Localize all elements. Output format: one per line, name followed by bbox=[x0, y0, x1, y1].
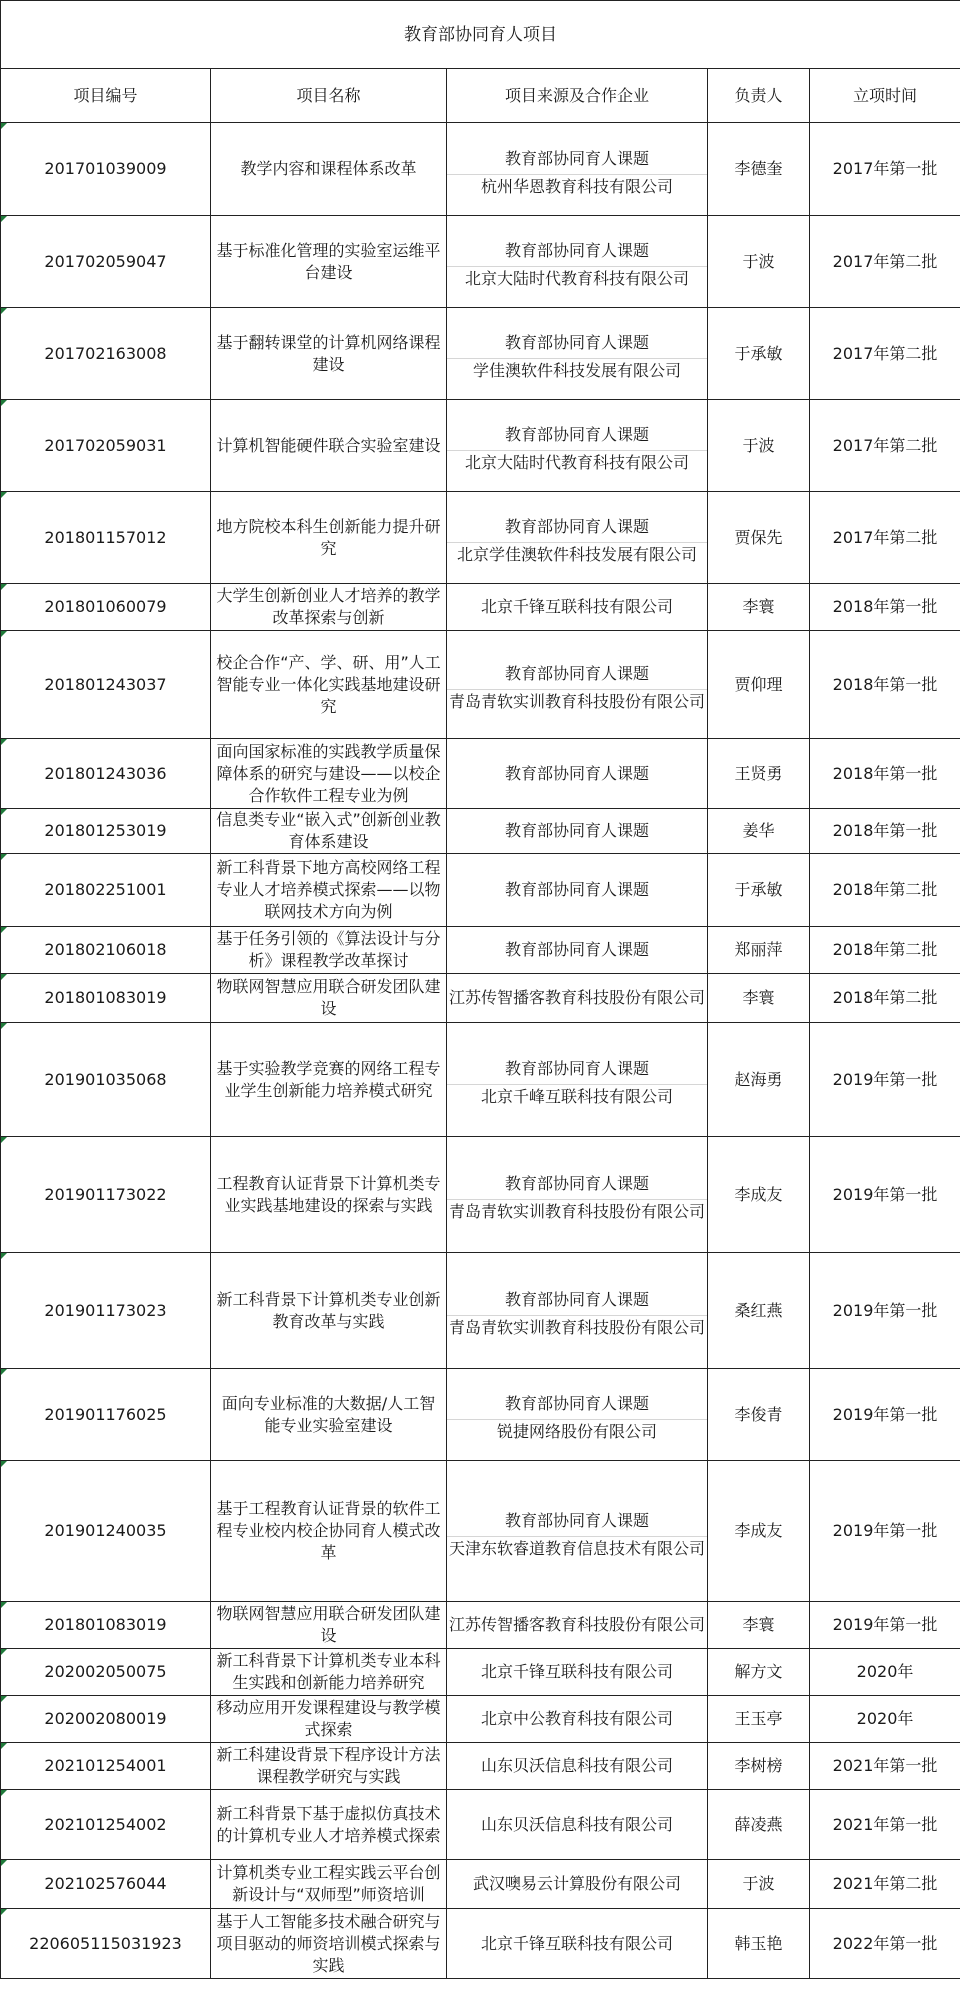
project-source: 北京中公教育科技有限公司 bbox=[447, 1696, 708, 1743]
project-source: 教育部协同育人课题 bbox=[504, 1510, 649, 1530]
project-source: 教育部协同育人课题 bbox=[504, 241, 649, 260]
project-name: 大学生创新创业人才培养的教学改革探索与创新 bbox=[211, 584, 447, 631]
project-source-cell bbox=[447, 400, 708, 492]
approval-time: 2019年第一批 bbox=[810, 1602, 960, 1649]
project-name: 物联网智慧应用联合研发团队建设 bbox=[211, 974, 447, 1023]
partner-company: 学佳澳软件科技发展有限公司 bbox=[447, 358, 707, 381]
project-leader: 李俊青 bbox=[708, 1369, 810, 1461]
header-name: 项目名称 bbox=[211, 69, 447, 123]
partner-company: 锐捷网络股份有限公司 bbox=[447, 1419, 707, 1442]
project-leader: 贾保先 bbox=[708, 492, 810, 584]
project-name: 新工科背景下基于虚拟仿真技术的计算机专业人才培养模式探索 bbox=[211, 1790, 447, 1860]
project-leader: 桑红燕 bbox=[708, 1253, 810, 1369]
table-row bbox=[1, 927, 960, 974]
approval-time: 2017年第一批 bbox=[810, 123, 960, 216]
project-source-cell bbox=[447, 123, 708, 216]
header-leader: 负责人 bbox=[708, 69, 810, 123]
project-source: 教育部协同育人课题 bbox=[504, 1059, 649, 1078]
partner-company: 北京千峰互联科技有限公司 bbox=[447, 1084, 707, 1107]
project-source: 教育部协同育人课题 bbox=[504, 333, 649, 352]
project-source-cell bbox=[447, 1253, 708, 1369]
table-row bbox=[1, 1909, 960, 1979]
project-name: 新工科背景下计算机类专业本科生实践和创新能力培养研究 bbox=[211, 1649, 447, 1696]
approval-time: 2021年第一批 bbox=[810, 1790, 960, 1860]
project-id: 201901240035 bbox=[1, 1461, 211, 1602]
project-leader: 于波 bbox=[708, 1860, 810, 1909]
header-time: 立项时间 bbox=[810, 69, 960, 123]
project-name: 信息类专业“嵌入式”创新创业教育体系建设 bbox=[211, 809, 447, 854]
project-id: 201801060079 bbox=[1, 584, 211, 631]
project-leader: 李寰 bbox=[708, 584, 810, 631]
project-leader: 贾仰理 bbox=[708, 631, 810, 739]
approval-time: 2018年第二批 bbox=[810, 854, 960, 927]
approval-time: 2019年第一批 bbox=[810, 1023, 960, 1137]
project-name: 新工科背景下计算机类专业创新教育改革与实践 bbox=[211, 1253, 447, 1369]
project-id: 201802251001 bbox=[1, 854, 211, 927]
table-row bbox=[1, 1602, 960, 1649]
table-row bbox=[1, 1369, 960, 1461]
project-source: 教育部协同育人课题 bbox=[447, 927, 708, 974]
project-source-cell bbox=[447, 1023, 708, 1137]
project-source: 教育部协同育人课题 bbox=[447, 809, 708, 854]
partner-company: 青岛青软实训教育科技股份有限公司 bbox=[447, 1199, 707, 1222]
project-id: 201801243037 bbox=[1, 631, 211, 739]
project-source-cell bbox=[447, 631, 708, 739]
header-row bbox=[1, 69, 960, 123]
project-leader: 李德奎 bbox=[708, 123, 810, 216]
project-source: 北京千锋互联科技有限公司 bbox=[447, 584, 708, 631]
approval-time: 2019年第一批 bbox=[810, 1137, 960, 1253]
approval-time: 2022年第一批 bbox=[810, 1909, 960, 1979]
partner-company: 天津东软睿道教育信息技术有限公司 bbox=[447, 1536, 707, 1559]
project-leader: 薛凌燕 bbox=[708, 1790, 810, 1860]
project-id: 220605115031923 bbox=[1, 1909, 211, 1979]
project-leader: 王贤勇 bbox=[708, 739, 810, 809]
table-row bbox=[1, 1790, 960, 1860]
approval-time: 2021年第一批 bbox=[810, 1743, 960, 1790]
table-row bbox=[1, 492, 960, 584]
project-name: 校企合作“产、学、研、用”人工智能专业一体化实践基地建设研究 bbox=[211, 631, 447, 739]
table-row bbox=[1, 739, 960, 809]
project-source: 北京千锋互联科技有限公司 bbox=[447, 1649, 708, 1696]
project-leader: 李寰 bbox=[708, 974, 810, 1023]
table-row bbox=[1, 809, 960, 854]
approval-time: 2018年第一批 bbox=[810, 739, 960, 809]
approval-time: 2021年第二批 bbox=[810, 1860, 960, 1909]
project-source: 教育部协同育人课题 bbox=[447, 739, 708, 809]
project-id: 201901173023 bbox=[1, 1253, 211, 1369]
header-source: 项目来源及合作企业 bbox=[447, 69, 708, 123]
project-name: 基于任务引领的《算法设计与分析》课程教学改革探讨 bbox=[211, 927, 447, 974]
approval-time: 2020年 bbox=[810, 1696, 960, 1743]
project-source: 教育部协同育人课题 bbox=[504, 148, 649, 168]
project-name: 计算机智能硬件联合实验室建设 bbox=[211, 400, 447, 492]
project-source: 教育部协同育人课题 bbox=[504, 664, 649, 683]
project-leader: 于波 bbox=[708, 216, 810, 308]
project-leader: 赵海勇 bbox=[708, 1023, 810, 1137]
project-source-cell bbox=[447, 216, 708, 308]
project-source: 山东贝沃信息科技有限公司 bbox=[447, 1743, 708, 1790]
project-leader: 李成友 bbox=[708, 1461, 810, 1602]
project-id: 202002050075 bbox=[1, 1649, 211, 1696]
project-source: 江苏传智播客教育科技股份有限公司 bbox=[447, 974, 708, 1023]
project-source: 山东贝沃信息科技有限公司 bbox=[447, 1790, 708, 1860]
project-id: 201801083019 bbox=[1, 1602, 211, 1649]
table-row bbox=[1, 400, 960, 492]
table-row bbox=[1, 1253, 960, 1369]
project-name: 面向专业标准的大数据/人工智能专业实验室建设 bbox=[211, 1369, 447, 1461]
project-leader: 王玉亭 bbox=[708, 1696, 810, 1743]
project-leader: 李寰 bbox=[708, 1602, 810, 1649]
project-id: 202002080019 bbox=[1, 1696, 211, 1743]
project-id: 202102576044 bbox=[1, 1860, 211, 1909]
table-row bbox=[1, 1860, 960, 1909]
approval-time: 2018年第二批 bbox=[810, 974, 960, 1023]
project-source: 武汉噢易云计算股份有限公司 bbox=[447, 1860, 708, 1909]
project-leader: 韩玉艳 bbox=[708, 1909, 810, 1979]
project-leader: 李树榜 bbox=[708, 1743, 810, 1790]
approval-time: 2018年第二批 bbox=[810, 927, 960, 974]
project-source: 北京千锋互联科技有限公司 bbox=[447, 1909, 708, 1979]
project-source: 教育部协同育人课题 bbox=[504, 517, 649, 536]
project-source: 教育部协同育人课题 bbox=[504, 1394, 649, 1413]
project-id: 201702059031 bbox=[1, 400, 211, 492]
partner-company: 杭州华恩教育科技有限公司 bbox=[447, 174, 707, 197]
project-id: 201802106018 bbox=[1, 927, 211, 974]
table-row bbox=[1, 854, 960, 927]
project-source-cell bbox=[447, 492, 708, 584]
table-row bbox=[1, 216, 960, 308]
table-row bbox=[1, 1649, 960, 1696]
project-id: 201801157012 bbox=[1, 492, 211, 584]
project-name: 面向国家标准的实践教学质量保障体系的研究与建设——以校企合作软件工程专业为例 bbox=[211, 739, 447, 809]
table-row bbox=[1, 1461, 960, 1602]
header-id: 项目编号 bbox=[1, 69, 211, 123]
project-source: 教育部协同育人课题 bbox=[504, 425, 649, 444]
partner-company: 青岛青软实训教育科技股份有限公司 bbox=[447, 1315, 707, 1338]
project-name: 教学内容和课程体系改革 bbox=[211, 123, 447, 216]
project-leader: 于波 bbox=[708, 400, 810, 492]
project-leader: 于承敏 bbox=[708, 854, 810, 927]
project-name: 基于翻转课堂的计算机网络课程建设 bbox=[211, 308, 447, 400]
partner-company: 北京大陆时代教育科技有限公司 bbox=[447, 450, 707, 473]
table-row bbox=[1, 1137, 960, 1253]
table-row bbox=[1, 1023, 960, 1137]
project-id: 202101254001 bbox=[1, 1743, 211, 1790]
table-title: 教育部协同育人项目 bbox=[1, 1, 960, 69]
project-name: 地方院校本科生创新能力提升研究 bbox=[211, 492, 447, 584]
project-name: 基于人工智能多技术融合研究与项目驱动的师资培训模式探索与实践 bbox=[211, 1909, 447, 1979]
project-source: 江苏传智播客教育科技股份有限公司 bbox=[447, 1602, 708, 1649]
project-id: 201901173022 bbox=[1, 1137, 211, 1253]
approval-time: 2017年第二批 bbox=[810, 492, 960, 584]
table-row bbox=[1, 308, 960, 400]
table-row bbox=[1, 1743, 960, 1790]
project-name: 新工科背景下地方高校网络工程专业人才培养模式探索——以物联网技术方向为例 bbox=[211, 854, 447, 927]
approval-time: 2017年第二批 bbox=[810, 216, 960, 308]
project-source-cell bbox=[447, 1369, 708, 1461]
project-id: 201801253019 bbox=[1, 809, 211, 854]
approval-time: 2020年 bbox=[810, 1649, 960, 1696]
project-leader: 李成友 bbox=[708, 1137, 810, 1253]
project-id: 201901176025 bbox=[1, 1369, 211, 1461]
project-source: 教育部协同育人课题 bbox=[447, 854, 708, 927]
approval-time: 2019年第一批 bbox=[810, 1369, 960, 1461]
project-id: 201801083019 bbox=[1, 974, 211, 1023]
approval-time: 2019年第一批 bbox=[810, 1253, 960, 1369]
approval-time: 2018年第一批 bbox=[810, 584, 960, 631]
project-id: 202101254002 bbox=[1, 1790, 211, 1860]
project-source-cell bbox=[447, 1137, 708, 1253]
approval-time: 2018年第一批 bbox=[810, 809, 960, 854]
partner-company: 青岛青软实训教育科技股份有限公司 bbox=[447, 689, 707, 712]
project-id: 201801243036 bbox=[1, 739, 211, 809]
project-name: 物联网智慧应用联合研发团队建设 bbox=[211, 1602, 447, 1649]
project-name: 基于工程教育认证背景的软件工程专业校内校企协同育人模式改革 bbox=[211, 1461, 447, 1602]
project-id: 201702059047 bbox=[1, 216, 211, 308]
project-leader: 姜华 bbox=[708, 809, 810, 854]
project-name: 基于标准化管理的实验室运维平台建设 bbox=[211, 216, 447, 308]
table-row bbox=[1, 584, 960, 631]
table-row bbox=[1, 1696, 960, 1743]
approval-time: 2017年第二批 bbox=[810, 308, 960, 400]
table-row bbox=[1, 631, 960, 739]
partner-company: 北京大陆时代教育科技有限公司 bbox=[447, 266, 707, 289]
project-source-cell bbox=[447, 1461, 708, 1602]
project-source-cell bbox=[447, 308, 708, 400]
project-source: 教育部协同育人课题 bbox=[504, 1174, 649, 1193]
partner-company: 北京学佳澳软件科技发展有限公司 bbox=[447, 542, 707, 565]
project-name: 基于实验教学竞赛的网络工程专业学生创新能力培养模式研究 bbox=[211, 1023, 447, 1137]
project-id: 201701039009 bbox=[1, 123, 211, 216]
project-leader: 郑丽萍 bbox=[708, 927, 810, 974]
project-id: 201702163008 bbox=[1, 308, 211, 400]
project-leader: 解方文 bbox=[708, 1649, 810, 1696]
table-row bbox=[1, 123, 960, 216]
approval-time: 2018年第一批 bbox=[810, 631, 960, 739]
table-row bbox=[1, 974, 960, 1023]
approval-time: 2019年第一批 bbox=[810, 1461, 960, 1602]
project-name: 计算机类专业工程实践云平台创新设计与“双师型”师资培训 bbox=[211, 1860, 447, 1909]
project-source: 教育部协同育人课题 bbox=[504, 1290, 649, 1309]
project-name: 移动应用开发课程建设与教学模式探索 bbox=[211, 1696, 447, 1743]
project-name: 新工科建设背景下程序设计方法课程教学研究与实践 bbox=[211, 1743, 447, 1790]
project-name: 工程教育认证背景下计算机类专业实践基地建设的探索与实践 bbox=[211, 1137, 447, 1253]
project-leader: 于承敏 bbox=[708, 308, 810, 400]
project-id: 201901035068 bbox=[1, 1023, 211, 1137]
approval-time: 2017年第二批 bbox=[810, 400, 960, 492]
